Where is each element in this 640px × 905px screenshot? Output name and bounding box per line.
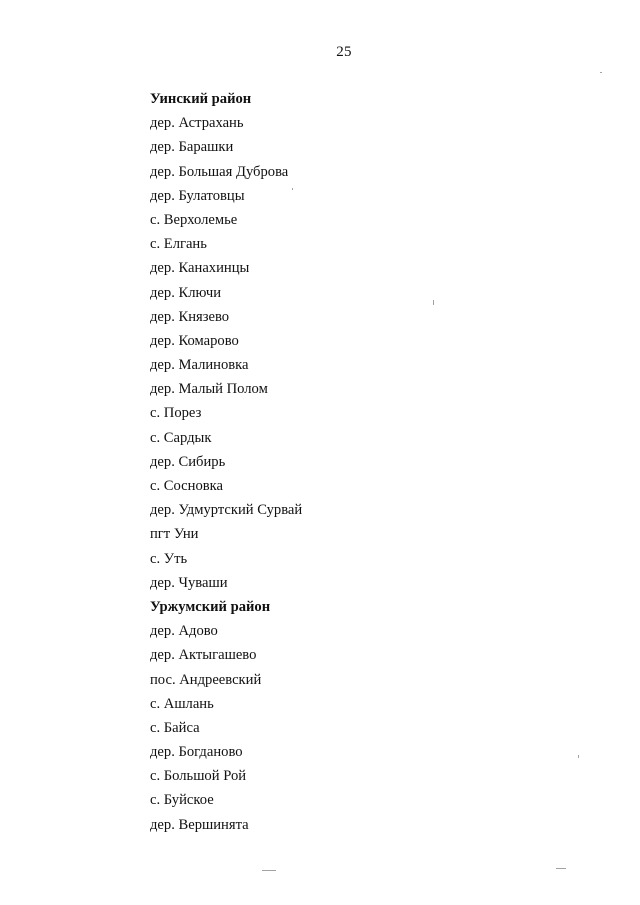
list-item: дер. Вершинята bbox=[150, 816, 249, 833]
list-item: дер. Барашки bbox=[150, 139, 234, 156]
list-item: дер. Малый Полом bbox=[150, 381, 268, 398]
list-item: с. Порез bbox=[150, 405, 202, 422]
list-item: дер. Князево bbox=[150, 308, 230, 325]
page-number: 25 bbox=[336, 44, 352, 60]
list-item: с. Буйское bbox=[150, 792, 214, 809]
scan-speck bbox=[433, 300, 434, 305]
section-heading: Уинский район bbox=[150, 91, 252, 107]
list-item: дер. Ключи bbox=[150, 284, 222, 301]
list-item: дер. Актыгашево bbox=[150, 647, 257, 664]
scan-speck bbox=[262, 870, 276, 871]
list-item: с. Елгань bbox=[150, 236, 207, 253]
list-item: с. Верхолемье bbox=[150, 211, 238, 228]
list-item: дер. Удмуртский Сурвай bbox=[150, 502, 303, 519]
list-item: дер. Булатовцы bbox=[150, 187, 245, 204]
scan-speck bbox=[578, 755, 579, 758]
scan-speck bbox=[292, 188, 293, 190]
list-item: пгт Уни bbox=[150, 526, 199, 543]
list-item: с. Большой Рой bbox=[150, 768, 247, 785]
list-item: с. Ашлань bbox=[150, 695, 214, 712]
list-item: дер. Астрахань bbox=[150, 115, 244, 132]
list-item: дер. Большая Дуброва bbox=[150, 163, 289, 180]
list-item: дер. Богданово bbox=[150, 744, 243, 761]
list-item: дер. Чуваши bbox=[150, 574, 228, 591]
scan-speck bbox=[600, 72, 602, 73]
list-item: дер. Малиновка bbox=[150, 357, 249, 374]
list-item: дер. Сибирь bbox=[150, 453, 226, 470]
list-item: с. Байса bbox=[150, 719, 200, 736]
list-item: дер. Комарово bbox=[150, 332, 239, 349]
list-item: дер. Канахинцы bbox=[150, 260, 250, 277]
list-item: дер. Адово bbox=[150, 623, 218, 640]
list-item: пос. Андреевский bbox=[150, 671, 262, 688]
section-heading: Уржумский район bbox=[150, 598, 271, 615]
list-item: с. Сардык bbox=[150, 429, 212, 446]
list-item: с. Сосновка bbox=[150, 478, 223, 494]
scan-speck bbox=[556, 868, 566, 869]
list-item: с. Уть bbox=[150, 550, 188, 567]
settlement-list bbox=[150, 89, 570, 839]
